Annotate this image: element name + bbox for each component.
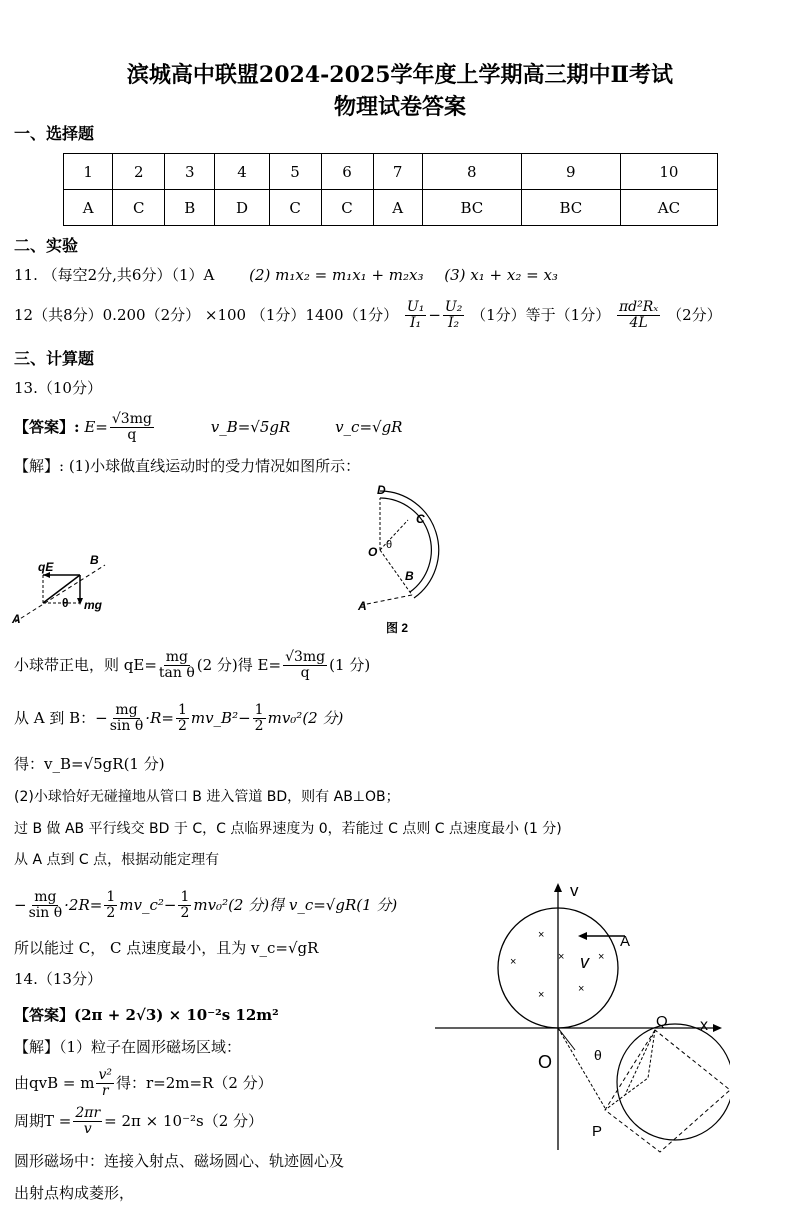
q14-line4: 出射点构成菱形， (14, 1184, 135, 1202)
num: mg (165, 649, 188, 665)
answer-cell: BC (422, 190, 521, 226)
q14-line1 (14, 1068, 273, 1100)
magnetic-field-diagram (430, 880, 730, 1160)
den: 2 (180, 905, 190, 922)
den: 2 (177, 718, 187, 735)
answer-cell: C (321, 190, 373, 226)
cross-mark: × (558, 951, 565, 963)
fraction (73, 1106, 102, 1138)
num: 2πr (75, 1105, 101, 1121)
question-number-row (64, 154, 718, 190)
fraction (159, 650, 195, 682)
answer-cell: C (113, 190, 165, 226)
answer-cell: B (165, 190, 215, 226)
q12-a: 12（共8分）0.200（2分） ×100 （1分）1400（1分） (14, 305, 399, 324)
t: mv_c²− (119, 895, 177, 914)
q14-solution-intro: 【解】（1）粒子在圆形磁场区域： (14, 1038, 242, 1056)
num: 1 (106, 889, 116, 905)
cross-mark: × (578, 983, 585, 995)
label-C: C (416, 512, 425, 526)
question-number-cell: 2 (113, 154, 165, 190)
q14-line3: 圆形磁场中：连接入射点、磁场圆心、轨迹圆心及 (14, 1152, 345, 1170)
fraction (443, 300, 464, 332)
t: 得：r=2m=R（2 分） (115, 1073, 273, 1092)
q12-b: （1分）等于（1分） (471, 305, 611, 324)
t: mv₀²(2 分)得 v_c=√gR(1 分) (193, 895, 398, 914)
answer-cell: C (269, 190, 321, 226)
e-label: E= (84, 417, 108, 436)
q11-p2: (2) m₁x₂ = m₁x₁ + m₂x₃ (249, 266, 424, 284)
label-P: P (592, 1123, 603, 1140)
fraction (110, 703, 144, 735)
label-theta: θ (62, 596, 69, 610)
label-A: A (12, 612, 21, 626)
fraction (96, 1068, 114, 1100)
field-crosses (510, 929, 604, 1001)
vb-answer: v_B=√5gR (210, 417, 291, 436)
section-choice-heading: 一、选择题 (14, 124, 95, 143)
num: 1 (180, 889, 190, 905)
t: 由qvB = m (14, 1073, 95, 1092)
question-number-cell: 5 (269, 154, 321, 190)
question-number-cell: 4 (215, 154, 269, 190)
label-B: B (405, 569, 414, 583)
answer-cell: BC (521, 190, 620, 226)
den: tan θ (158, 665, 195, 682)
num: 1 (177, 702, 187, 718)
section-calc-heading: 三、计算题 (14, 349, 95, 368)
fraction (110, 412, 154, 444)
fraction (29, 890, 63, 922)
fraction (617, 300, 660, 332)
answer-label: 【答案】: (14, 417, 80, 436)
label-v: v (580, 952, 589, 972)
answer-cell: AC (620, 190, 717, 226)
q13-line2 (14, 703, 343, 735)
q14-heading: 14.（13分） (14, 970, 102, 988)
den: q (300, 665, 310, 682)
den: 2 (106, 905, 116, 922)
label-x-axis: x (700, 1017, 708, 1034)
t: (1 分) (329, 655, 371, 674)
question-number-cell: 8 (422, 154, 521, 190)
figure-caption: 图 2 (386, 621, 409, 635)
q14-answer: 【答案】(2π + 2√3) × 10⁻²s 12m² (14, 1006, 279, 1024)
t: 周期T = (14, 1111, 72, 1130)
t: 小球带正电，则 qE= (14, 655, 157, 674)
label-mg: mg (84, 598, 102, 612)
doc-title: 滨城高中联盟2024-2025学年度上学期高三期中Ⅱ考试 (126, 62, 674, 88)
label-v-axis: v (570, 881, 579, 900)
fraction (104, 890, 117, 922)
fraction (176, 703, 189, 735)
question-number-cell: 9 (521, 154, 620, 190)
q13-solution-intro: 【解】: (1)小球做直线运动时的受力情况如图所示： (14, 457, 361, 475)
vc-answer: v_c=√gR (335, 417, 403, 436)
den: 4L (629, 315, 648, 332)
answer-cell: A (373, 190, 422, 226)
den: sin θ (28, 905, 63, 922)
fraction (283, 650, 327, 682)
label-Q: Q (656, 1013, 668, 1030)
den: I₂ (448, 315, 460, 332)
q12-line (14, 300, 722, 332)
q13-line4: (2)小球恰好无碰撞地从管口 B 进入管道 BD，则有 AB⊥OB； (14, 789, 400, 805)
cross-mark: × (598, 951, 605, 963)
den: v (83, 1121, 92, 1138)
num: mg (34, 889, 57, 905)
fraction (253, 703, 266, 735)
answer-cell: D (215, 190, 269, 226)
q14-line2 (14, 1106, 263, 1138)
q11-p3: (3) x₁ + x₂ = x₃ (444, 266, 558, 284)
t: (2 分)得 E= (196, 655, 282, 674)
label-qE: qE (38, 560, 54, 574)
question-number-cell: 3 (165, 154, 215, 190)
den: I₁ (410, 315, 422, 332)
q13-answer (14, 412, 402, 444)
answer-cell: A (64, 190, 113, 226)
q13-line6: 从 A 点到 C 点，根据动能定理有 (14, 852, 220, 868)
num: mg (115, 702, 138, 718)
question-number-cell: 6 (321, 154, 373, 190)
cross-mark: × (510, 956, 517, 968)
num: U₂ (444, 299, 463, 315)
q13-heading: 13.（10分） (14, 379, 102, 397)
label-D: D (377, 483, 386, 497)
t: 从 A 到 B：− (14, 708, 108, 727)
num: U₁ (406, 299, 425, 315)
q11-line (14, 264, 558, 285)
t: = 2π × 10⁻²s（2 分） (104, 1111, 264, 1130)
num: 1 (254, 702, 264, 718)
q11-p1: 11. （每空2分,共6分）（1）A (14, 266, 215, 284)
q13-line3: 得：v_B=√5gR(1 分) (14, 755, 165, 773)
doc-subtitle: 物理试卷答案 (333, 94, 466, 120)
t: ·2R= (64, 895, 103, 914)
q12-c: （2分） (667, 305, 722, 324)
q13-line7 (14, 890, 397, 922)
cross-mark: × (538, 929, 545, 941)
den: q (127, 427, 137, 444)
label-B: B (90, 553, 99, 567)
label-theta: θ (594, 1047, 602, 1063)
num: v² (98, 1067, 112, 1083)
t: ·R= (145, 708, 174, 727)
num: √3mg (111, 411, 152, 427)
label-theta: θ (386, 539, 393, 551)
label-A: A (358, 599, 367, 613)
answer-row (64, 190, 718, 226)
minus: − (428, 305, 441, 324)
fraction (405, 300, 426, 332)
num: √3mg (285, 649, 326, 665)
t: − (14, 895, 27, 914)
fraction (178, 890, 191, 922)
q13-line5: 过 B 做 AB 平行线交 BD 于 C，C 点临界速度为 0，若能过 C 点则 C 点速度最小 (1 分) (14, 821, 562, 837)
label-A: A (620, 933, 631, 950)
num: πd²Rₓ (618, 299, 659, 315)
section-experiment-heading: 二、实验 (14, 236, 79, 255)
q13-line8: 所以能过 C， C 点速度最小，且为 v_c=√gR (14, 939, 319, 957)
force-diagram (10, 545, 120, 630)
tube-diagram (350, 480, 460, 640)
answer-table (63, 153, 718, 226)
cross-mark: × (538, 989, 545, 1001)
question-number-cell: 1 (64, 154, 113, 190)
den: 2 (254, 718, 264, 735)
label-O: O (368, 545, 378, 559)
question-number-cell: 7 (373, 154, 422, 190)
den: sin θ (109, 718, 144, 735)
q13-line1 (14, 650, 370, 682)
label-O: O (538, 1052, 553, 1072)
question-number-cell: 10 (620, 154, 717, 190)
t: mv₀²(2 分) (267, 708, 344, 727)
den: r (101, 1083, 109, 1100)
t: mv_B²− (190, 708, 251, 727)
